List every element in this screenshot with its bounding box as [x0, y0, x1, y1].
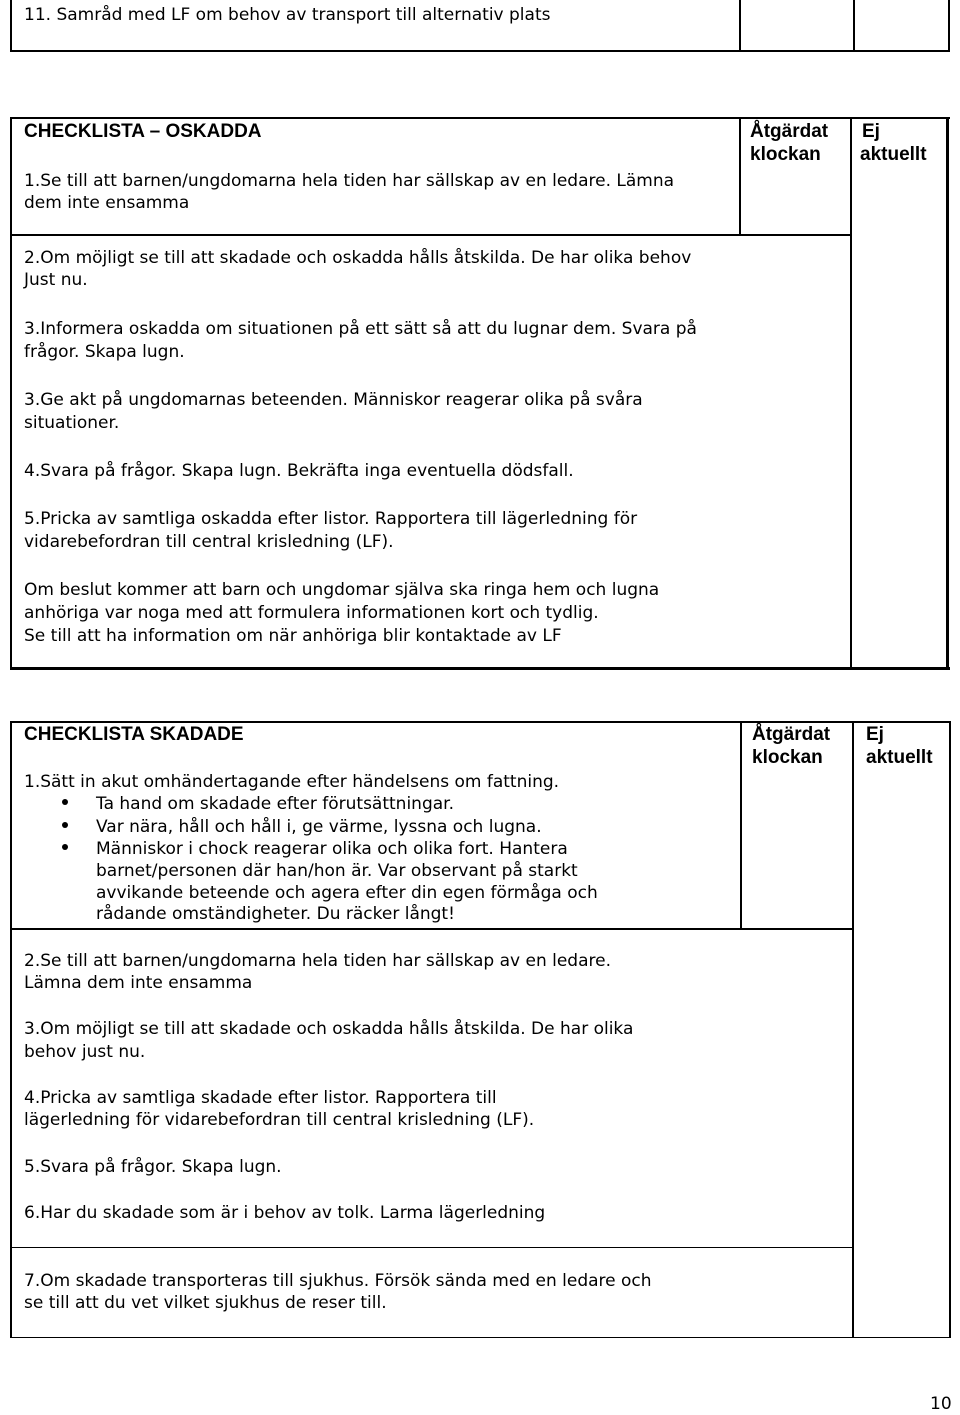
oskadda-item-2-line-2: Just nu.: [24, 270, 88, 290]
bullet-dot: [62, 844, 68, 850]
skadade-item-7-line-2: se till att du vet vilket sjukhus de reser till.: [24, 1293, 387, 1313]
oskadda-col-done-1: Åtgärdat: [750, 121, 829, 142]
skadade-item-7-line-1: 7.Om skadade transporteras till sjukhus. Försök sända med en ledare och: [24, 1271, 652, 1291]
skadade-item-6: 6.Har du skadade som är i behov av tolk. Larma lägerledning: [24, 1203, 546, 1223]
oskadda-item-5-line-1: 5.Pricka av samtliga oskadda efter listor. Rapportera till lägerledning för: [24, 509, 638, 529]
skadade-item-4-line-1: 4.Pricka av samtliga skadade efter listor. Rapportera till: [24, 1088, 497, 1108]
oskadda-item-3b-line-2: situationer.: [24, 413, 120, 433]
oskadda-item-3b-line-1: 3.Ge akt på ungdomarnas beteenden. Människor reagerar olika på svåra: [24, 390, 643, 410]
oskadda-item-5-line-2: vidarebefordran till central krisledning (LF).: [24, 532, 394, 552]
oskadda-item-4: 4.Svara på frågor. Skapa lugn. Bekräfta inga eventuella dödsfall.: [24, 461, 574, 481]
oskadda-col-na-1: Ej: [862, 121, 880, 142]
skadade-col-done-2: klockan: [752, 747, 823, 768]
skadade-bullet-3-line-4: rådande omständigheter. Du räcker långt!: [96, 904, 455, 924]
skadade-col-done-1: Åtgärdat: [752, 724, 831, 745]
bullet-dot: [62, 822, 68, 828]
skadade-item-2-line-1: 2.Se till att barnen/ungdomarna hela tiden har sällskap av en ledare.: [24, 951, 611, 971]
bullet-dot: [62, 799, 68, 805]
oskadda-item-2-line-1: 2.Om möjligt se till att skadade och oskadda hålls åtskilda. De har olika behov: [24, 248, 692, 268]
oskadda-col-na-2: aktuellt: [860, 144, 927, 165]
skadade-item-5: 5.Svara på frågor. Skapa lugn.: [24, 1157, 282, 1177]
item-11-text: 11. Samråd med LF om behov av transport till alternativ plats: [24, 5, 551, 25]
oskadda-col-done-2: klockan: [750, 144, 821, 165]
skadade-item-2-line-2: Lämna dem inte ensamma: [24, 973, 253, 993]
skadade-bullet-1: Ta hand om skadade efter förutsättningar.: [96, 794, 454, 814]
oskadda-item-3a-line-1: 3.Informera oskadda om situationen på ett sätt så att du lugnar dem. Svara på: [24, 319, 697, 339]
skadade-item-1: 1.Sätt in akut omhändertagande efter händelsens om fattning.: [24, 772, 560, 792]
oskadda-item-1-line-1: 1.Se till att barnen/ungdomarna hela tiden har sällskap av en ledare. Lämna: [24, 171, 675, 191]
oskadda-item-1-line-2: dem inte ensamma: [24, 193, 190, 213]
oskadda-note-line-2: anhöriga var noga med att formulera informationen kort och tydlig.: [24, 603, 599, 623]
skadade-bullet-3-line-1: Människor i chock reagerar olika och olika fort. Hantera: [96, 839, 568, 859]
skadade-bullet-2: Var nära, håll och håll i, ge värme, lyssna och lugna.: [96, 817, 542, 837]
skadade-bullet-3-line-3: avvikande beteende och agera efter din egen förmåga och: [96, 883, 598, 903]
skadade-bullet-3-line-2: barnet/personen där han/hon är. Var observant på starkt: [96, 861, 578, 881]
oskadda-note-line-3: Se till att ha information om när anhöriga blir kontaktade av LF: [24, 626, 562, 646]
page-number: 10: [930, 1394, 952, 1414]
skadade-item-3-line-1: 3.Om möjligt se till att skadade och oskadda hålls åtskilda. De har olika: [24, 1019, 634, 1039]
skadade-item-3-line-2: behov just nu.: [24, 1042, 146, 1062]
oskadda-heading: CHECKLISTA – OSKADDA: [24, 121, 262, 142]
skadade-col-na-1: Ej: [866, 724, 884, 745]
oskadda-item-3a-line-2: frågor. Skapa lugn.: [24, 342, 185, 362]
oskadda-note-line-1: Om beslut kommer att barn och ungdomar själva ska ringa hem och lugna: [24, 580, 660, 600]
skadade-col-na-2: aktuellt: [866, 747, 933, 768]
skadade-item-4-line-2: lägerledning för vidarebefordran till central krisledning (LF).: [24, 1110, 535, 1130]
skadade-heading: CHECKLISTA SKADADE: [24, 724, 244, 745]
